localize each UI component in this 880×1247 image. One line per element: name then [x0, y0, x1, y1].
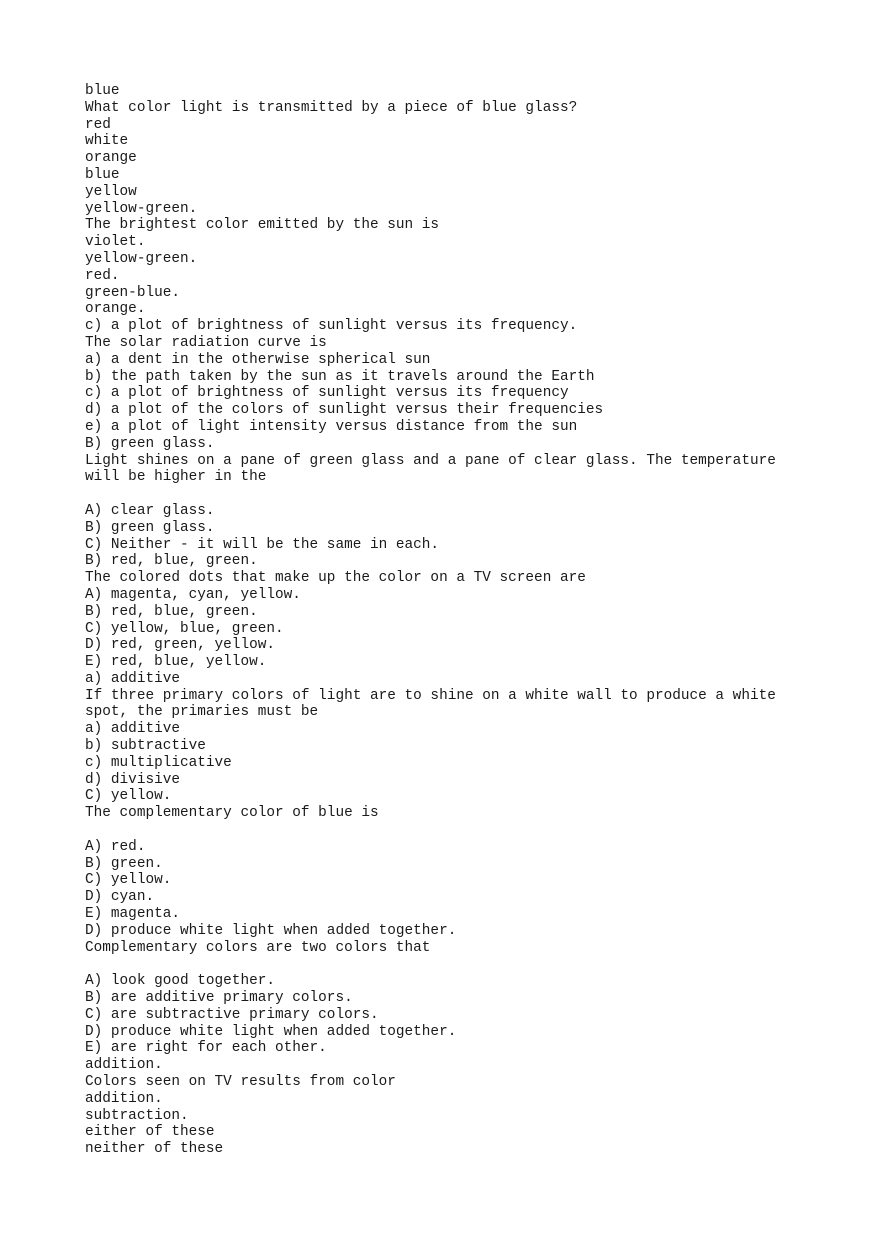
text-line: c) a plot of brightness of sunlight versus its frequency	[85, 385, 569, 402]
text-line: a) additive	[85, 721, 180, 738]
text-line: b) subtractive	[85, 738, 206, 755]
text-line: either of these	[85, 1124, 215, 1141]
document-page	[85, 83, 845, 1158]
text-line: B) green.	[85, 855, 163, 872]
text-line: D) cyan.	[85, 889, 155, 906]
text-line: E) red, blue, yellow.	[85, 654, 267, 671]
text-line: violet.	[85, 234, 146, 251]
text-line: B) green glass.	[85, 435, 215, 452]
text-line: B) red, blue, green.	[85, 553, 258, 570]
text-line: c) multiplicative	[85, 754, 232, 771]
text-line: red.	[85, 267, 120, 284]
text-line: A) clear glass.	[85, 502, 215, 519]
text-line: a) a dent in the otherwise spherical sun	[85, 351, 431, 368]
text-line: subtraction.	[85, 1107, 189, 1124]
question-line: Light shines on a pane of green glass and a pane of clear glass. The temperature	[85, 452, 776, 469]
text-line: yellow-green.	[85, 200, 198, 217]
text-line: orange	[85, 150, 137, 167]
text-line: B) red, blue, green.	[85, 603, 258, 620]
text-line: c) a plot of brightness of sunlight versus its frequency.	[85, 318, 578, 335]
question-line: If three primary colors of light are to shine on a white wall to produce a white	[85, 687, 776, 704]
text-line: blue	[85, 166, 120, 183]
question-line: will be higher in the	[85, 469, 267, 486]
text-line: C) Neither - it will be the same in each.	[85, 536, 440, 553]
text-line: B) green glass.	[85, 519, 215, 536]
text-line: yellow	[85, 183, 137, 200]
text-line: orange.	[85, 301, 146, 318]
text-line: A) magenta, cyan, yellow.	[85, 586, 301, 603]
question-line: The colored dots that make up the color on a TV screen are	[85, 570, 586, 587]
text-line: C) are subtractive primary colors.	[85, 1006, 379, 1023]
text-line: B) are additive primary colors.	[85, 990, 353, 1007]
text-line: addition.	[85, 1090, 163, 1107]
text-line: a) additive	[85, 670, 180, 687]
text-line: D) produce white light when added together.	[85, 1023, 457, 1040]
text-line: red	[85, 116, 111, 133]
text-line: D) red, green, yellow.	[85, 637, 275, 654]
blank-line	[85, 822, 845, 839]
text-line: d) a plot of the colors of sunlight versus their frequencies	[85, 402, 604, 419]
text-line: E) magenta.	[85, 906, 180, 923]
text-line: C) yellow.	[85, 872, 172, 889]
blank-line	[85, 956, 845, 973]
text-line: addition.	[85, 1057, 163, 1074]
text-line: green-blue.	[85, 284, 180, 301]
text-line: d) divisive	[85, 771, 180, 788]
question-line: Complementary colors are two colors that	[85, 939, 431, 956]
text-line: neither of these	[85, 1141, 224, 1158]
text-line: A) red.	[85, 838, 146, 855]
blank-line	[85, 486, 845, 503]
question-line: The complementary color of blue is	[85, 805, 379, 822]
text-line: white	[85, 133, 129, 150]
text-line: yellow-green.	[85, 250, 198, 267]
text-line: E) are right for each other.	[85, 1040, 327, 1057]
text-line: C) yellow.	[85, 788, 172, 805]
text-line: blue	[85, 83, 120, 99]
question-line: The solar radiation curve is	[85, 334, 327, 351]
text-line: D) produce white light when added together.	[85, 922, 457, 939]
text-line: b) the path taken by the sun as it travels around the Earth	[85, 368, 595, 385]
text-line: A) look good together.	[85, 973, 275, 990]
text-line: e) a plot of light intensity versus distance from the sun	[85, 418, 578, 435]
question-line: Colors seen on TV results from color	[85, 1074, 396, 1091]
question-line: What color light is transmitted by a piece of blue glass?	[85, 99, 578, 116]
question-line: The brightest color emitted by the sun is	[85, 217, 440, 234]
question-line: spot, the primaries must be	[85, 704, 319, 721]
text-line: C) yellow, blue, green.	[85, 620, 284, 637]
